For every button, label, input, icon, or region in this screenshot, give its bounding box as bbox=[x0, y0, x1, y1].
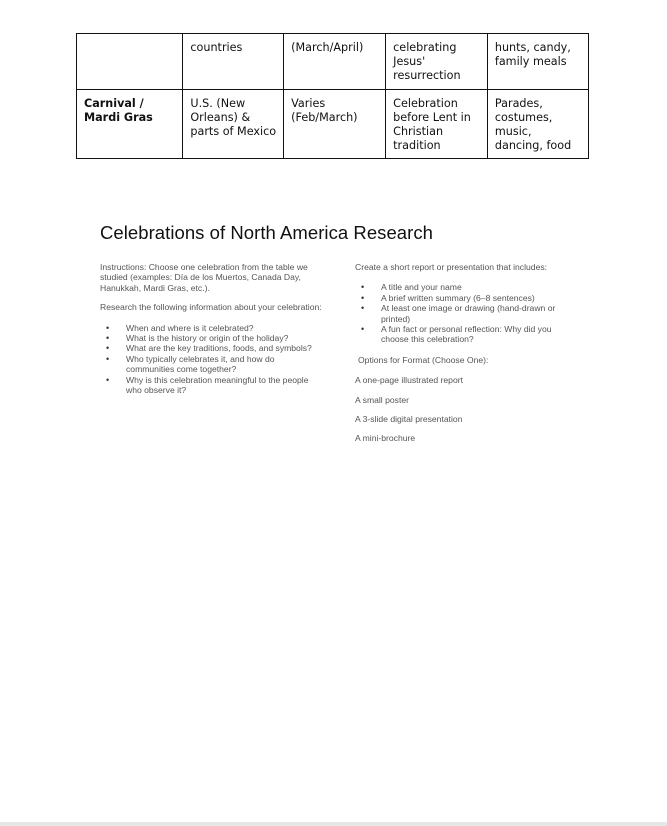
table-cell: Parades, costumes, music, dancing, food bbox=[487, 90, 588, 159]
table-row bbox=[77, 34, 589, 90]
list-item: • A fun fact or personal reflection: Why did you choose this celebration? bbox=[355, 324, 577, 345]
research-intro-text: Research the following information about your celebration: bbox=[100, 302, 322, 313]
format-option: A 3-slide digital presentation bbox=[355, 414, 463, 425]
table-cell: celebrating Jesus' resurrection bbox=[386, 34, 488, 90]
format-option: A one-page illustrated report bbox=[355, 375, 463, 386]
instructions-text: Instructions: Choose one celebration from the table we studied (examples: Día de los Muertos, Canada Day, Hanukkah, Mardi Gras, etc.). bbox=[100, 262, 308, 293]
table-cell bbox=[77, 34, 183, 90]
list-item: • Who typically celebrates it, and how do communities come together? bbox=[100, 354, 322, 375]
list-item: • A title and your name bbox=[355, 282, 577, 292]
report-includes-list bbox=[355, 282, 577, 344]
list-item: • What is the history or origin of the holiday? bbox=[100, 333, 322, 343]
options-heading: Options for Format (Choose One): bbox=[358, 354, 489, 365]
table-row bbox=[77, 90, 589, 159]
page-bottom-edge bbox=[0, 822, 667, 826]
report-requirements-column bbox=[355, 262, 577, 453]
list-item: • A brief written summary (6–8 sentences) bbox=[355, 293, 577, 303]
table-cell: hunts, candy, family meals bbox=[487, 34, 588, 90]
format-option: A mini-brochure bbox=[355, 433, 416, 444]
format-option: A small poster bbox=[355, 394, 409, 405]
create-intro-text: Create a short report or presentation that includes: bbox=[355, 262, 548, 272]
table-cell: (March/April) bbox=[284, 34, 386, 90]
research-title: Celebrations of North America Research bbox=[100, 222, 433, 243]
list-item: • Why is this celebration meaningful to the people who observe it? bbox=[100, 375, 322, 396]
table-cell: countries bbox=[183, 34, 284, 90]
celebrations-table bbox=[76, 33, 589, 159]
research-questions-list bbox=[100, 323, 322, 396]
table-cell: Varies (Feb/March) bbox=[284, 90, 386, 159]
table-cell-celebration-name: Carnival / Mardi Gras bbox=[77, 90, 183, 159]
list-item: • What are the key traditions, foods, and symbols? bbox=[100, 343, 322, 353]
table-cell: Celebration before Lent in Christian tradition bbox=[386, 90, 488, 159]
research-instructions-column bbox=[100, 262, 322, 395]
table-cell: U.S. (New Orleans) & parts of Mexico bbox=[183, 90, 284, 159]
list-item: • At least one image or drawing (hand-drawn or printed) bbox=[355, 303, 577, 324]
list-item: • When and where is it celebrated? bbox=[100, 323, 322, 333]
